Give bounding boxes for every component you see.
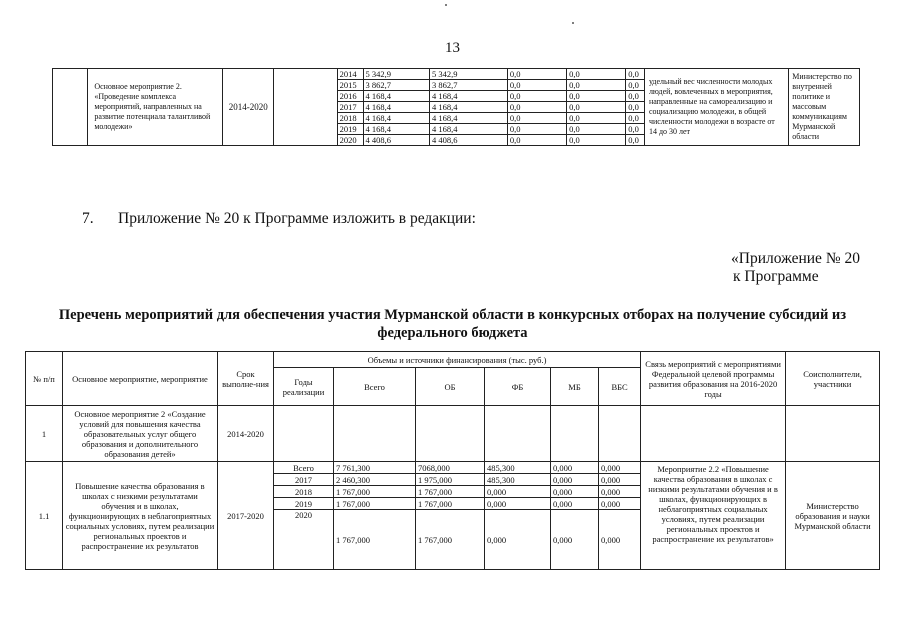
vbs-cell: 0,000 (599, 462, 641, 474)
row-activity: Повышение качества образования в школах с низкими результатами обучения и в школах, функционирующих в неблагоприятных социальных условиях, путем реализации региональных проектов и распространение их результатов (63, 462, 218, 570)
vbs-cell: 0,0 (626, 135, 645, 146)
header-link: Связь мероприятий с мероприятиями Федеральной целевой программы развития образования на 2016-2020 годы (641, 352, 786, 406)
empty-cell (53, 69, 88, 146)
empty-cell (599, 406, 641, 462)
fb-cell: 0,0 (507, 124, 566, 135)
total-cell: 7 761,300 (334, 462, 416, 474)
total-cell: 4 168,4 (363, 102, 429, 113)
mb-cell: 0,0 (567, 91, 626, 102)
total-cell: 1 767,000 (334, 486, 416, 498)
year-cell: 2019 (274, 498, 334, 510)
row-period: 2014-2020 (218, 406, 274, 462)
page-title: Перечень мероприятий для обеспечения участия Мурманской области в конкурсных отборах на получение субсидий из федерального бюджета (58, 307, 847, 341)
fb-cell: 485,300 (485, 474, 551, 486)
empty-cell (416, 406, 485, 462)
row-period: 2017-2020 (218, 462, 274, 570)
vbs-cell: 0,000 (599, 486, 641, 498)
page-number: 13 (445, 40, 460, 56)
paragraph-text: Приложение № 20 к Программе изложить в редакции: (118, 210, 476, 227)
total-cell: 4 168,4 (363, 124, 429, 135)
top-table (52, 68, 860, 146)
fb-cell: 0,000 (485, 486, 551, 498)
mb-cell: 0,000 (551, 510, 599, 570)
year-cell: 2020 (337, 135, 363, 146)
mb-cell: 0,000 (551, 474, 599, 486)
year-cell: 2014 (337, 69, 363, 80)
ob-cell: 5 342,9 (429, 69, 507, 80)
vbs-cell: 0,0 (626, 124, 645, 135)
row-activity: Основное мероприятие 2 «Создание условий для повышения качества образовательных услуг общего образования и дополнительного образования детей» (63, 406, 218, 462)
fb-cell: 485,300 (485, 462, 551, 474)
total-cell: 2 460,300 (334, 474, 416, 486)
year-cell: 2017 (337, 102, 363, 113)
empty-cell (786, 406, 880, 462)
ob-cell: 4 168,4 (429, 102, 507, 113)
header-ob: ОБ (416, 368, 485, 406)
header-num: № п/п (26, 352, 63, 406)
ob-cell: 1 767,000 (416, 510, 485, 570)
fb-cell: 0,0 (507, 113, 566, 124)
vbs-cell: 0,0 (626, 69, 645, 80)
header-partners: Соисполнители, участники (786, 352, 880, 406)
main-table (25, 351, 880, 570)
period-cell: 2014-2020 (223, 69, 274, 146)
vbs-cell: 0,0 (626, 113, 645, 124)
vbs-cell: 0,0 (626, 91, 645, 102)
ob-cell: 1 975,000 (416, 474, 485, 486)
ob-cell: 4 168,4 (429, 113, 507, 124)
fb-cell: 0,0 (507, 102, 566, 113)
empty-cell (274, 406, 334, 462)
scan-speck (572, 22, 574, 24)
ob-cell: 4 408,6 (429, 135, 507, 146)
empty-cell (551, 406, 599, 462)
table-row (53, 69, 860, 80)
ob-cell: 4 168,4 (429, 91, 507, 102)
activity-cell: Основное мероприятие 2. «Проведение комплекса мероприятий, направленных на развитие потенциала талантливой молодежи» (88, 69, 223, 146)
ob-cell: 1 767,000 (416, 498, 485, 510)
total-cell: 1 767,000 (334, 510, 416, 570)
appendix-ref-line1: «Приложение № 20 (731, 250, 860, 267)
header-fb: ФБ (485, 368, 551, 406)
header-period: Срок выполне-ния (218, 352, 274, 406)
mb-cell: 0,000 (551, 462, 599, 474)
table-row (26, 406, 880, 462)
appendix-ref-line2: к Программе (733, 268, 819, 285)
total-cell: 4 168,4 (363, 91, 429, 102)
mb-cell: 0,0 (567, 102, 626, 113)
mb-cell: 0,0 (567, 135, 626, 146)
mb-cell: 0,0 (567, 124, 626, 135)
total-cell: 5 342,9 (363, 69, 429, 80)
fb-cell: 0,0 (507, 135, 566, 146)
table-header-row (26, 352, 880, 368)
ob-cell: 4 168,4 (429, 124, 507, 135)
header-mb: МБ (551, 368, 599, 406)
mb-cell: 0,0 (567, 69, 626, 80)
mb-cell: 0,000 (551, 486, 599, 498)
mb-cell: 0,000 (551, 498, 599, 510)
indicator-cell: удельный вес численности молодых людей, вовлеченных в мероприятия, направленные на самореализацию и социализацию молодежи, в общей численности молодежи в возрасте от 14 до 30 лет (644, 69, 788, 146)
total-cell: 1 767,000 (334, 498, 416, 510)
header-vbs: ВБС (599, 368, 641, 406)
header-financing: Объемы и источники финансирования (тыс. руб.) (274, 352, 641, 368)
mb-cell: 0,0 (567, 113, 626, 124)
empty-cell (485, 406, 551, 462)
year-cell: 2016 (337, 91, 363, 102)
ob-cell: 1 767,000 (416, 486, 485, 498)
fb-cell: 0,0 (507, 69, 566, 80)
row-num: 1.1 (26, 462, 63, 570)
row-num: 1 (26, 406, 63, 462)
fb-cell: 0,0 (507, 91, 566, 102)
link-cell: Мероприятие 2.2 «Повышение качества образования в школах с низкими результатами обучения и в школах, функционирующих в неблагоприятных социальных условиях, путем реализации региональных проектов и распространение их результатов» (641, 462, 786, 570)
table-row (26, 462, 880, 474)
fb-cell: 0,000 (485, 510, 551, 570)
total-cell: 4 168,4 (363, 113, 429, 124)
fb-cell: 0,000 (485, 498, 551, 510)
scan-speck (445, 4, 447, 6)
vbs-cell: 0,0 (626, 80, 645, 91)
year-cell: Всего (274, 462, 334, 474)
total-cell: 4 408,6 (363, 135, 429, 146)
year-cell: 2018 (337, 113, 363, 124)
executor-cell: Министерство по внутренней политике и массовым коммуникациям Мурманской области (789, 69, 860, 146)
partners-cell: Министерство образования и науки Мурманской области (786, 462, 880, 570)
year-cell: 2020 (274, 510, 334, 570)
empty-cell (334, 406, 416, 462)
empty-cell (641, 406, 786, 462)
paragraph-number: 7. (82, 210, 94, 227)
year-cell: 2017 (274, 474, 334, 486)
vbs-cell: 0,0 (626, 102, 645, 113)
year-cell: 2019 (337, 124, 363, 135)
vbs-cell: 0,000 (599, 510, 641, 570)
ob-cell: 7068,000 (416, 462, 485, 474)
header-total: Всего (334, 368, 416, 406)
ob-cell: 3 862,7 (429, 80, 507, 91)
total-cell: 3 862,7 (363, 80, 429, 91)
fb-cell: 0,0 (507, 80, 566, 91)
year-cell: 2015 (337, 80, 363, 91)
vbs-cell: 0,000 (599, 498, 641, 510)
header-years: Годы реализации (274, 368, 334, 406)
year-cell: 2018 (274, 486, 334, 498)
mb-cell: 0,0 (567, 80, 626, 91)
header-activity: Основное мероприятие, мероприятие (63, 352, 218, 406)
empty-cell (274, 69, 337, 146)
vbs-cell: 0,000 (599, 474, 641, 486)
